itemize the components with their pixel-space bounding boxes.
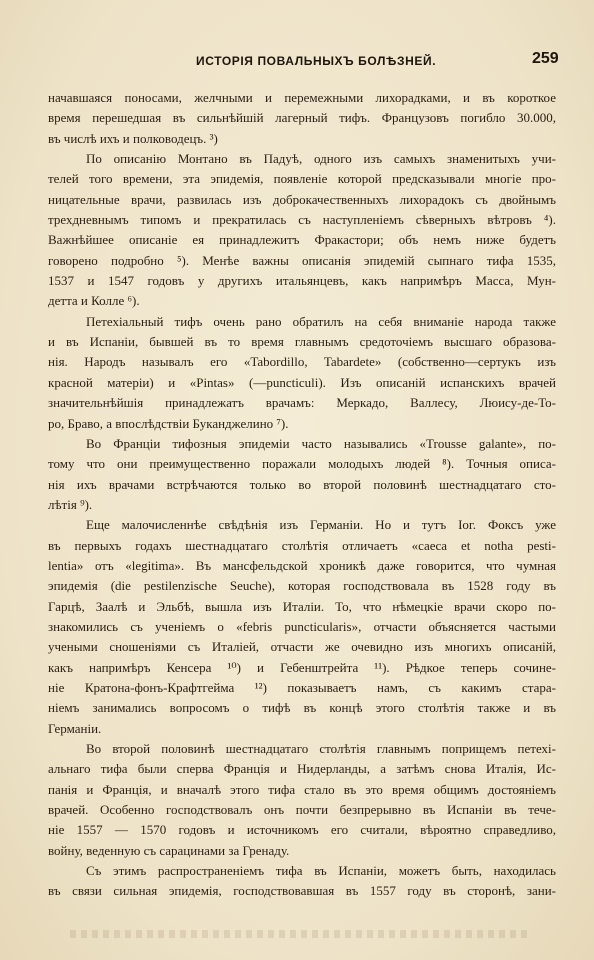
text-line: трехдневнымъ типомъ и прекратилась съ наступленіемъ сѣверныхъ вѣтровъ ⁴).	[48, 212, 556, 228]
text-line: Германіи.	[48, 720, 102, 736]
text-line: въ первыхъ годахъ шестнадцатаго столѣтія отличаетъ «caeca et notha pesti-	[48, 537, 556, 553]
text-line: и въ Испаніи, бывшей въ то время главнымъ средоточіемъ высшаго образова-	[48, 334, 556, 350]
text-line: lentia» отъ «legitima». Въ мансфельдской хроникѣ даже говорится, что чумная	[48, 557, 556, 573]
text-line: говорено подробно ⁵). Менѣе важны описанія эпидемій сыпнаго тифа 1535,	[48, 252, 556, 268]
text-line: детта и Колле ⁶).	[48, 293, 140, 309]
text-line: въ связи сильная эпидемія, господствовавшая въ 1557 году въ сторонѣ, зани-	[48, 883, 556, 899]
page-number: 259	[532, 50, 559, 67]
text-line: По описанію Монтано въ Падуѣ, одного изъ самыхъ знаменитыхъ учи-	[86, 151, 556, 167]
text-line: въ числѣ ихъ и полководецъ. ³)	[48, 130, 218, 146]
page-header	[0, 50, 594, 72]
text-line: Съ этимъ распространеніемъ тифа въ Испаніи, можетъ быть, находилась	[86, 863, 556, 879]
text-line: ніе Кратона-фонъ-Крафтгейма ¹²) показываетъ намъ, съ какимъ стара-	[48, 679, 556, 695]
text-line: Еще малочисленнѣе свѣдѣнія изъ Германіи. Но и тутъ Іог. Фоксъ уже	[86, 517, 556, 533]
text-line: тому что они преимущественно поражали молодыхъ людей ⁸). Точныя описа-	[48, 456, 556, 472]
text-line: ницательные врачи, развилась изъ доброкачественныхъ лихорадокъ съ двойнымъ	[48, 191, 556, 207]
text-line: значительнѣйшія принадлежатъ врачамъ: Меркадо, Валлесу, Люису-де-То-	[48, 395, 556, 411]
text-line: 1537 и 1547 годовъ у другихъ итальянцевъ, какъ напримѣръ Масса, Мун-	[48, 273, 556, 289]
text-line: эпидемія (die pestilenzische Seuche), которая господствовала въ 1528 году въ	[48, 578, 556, 594]
bleed-through-text	[70, 930, 530, 938]
text-line: знакомились съ ученіемъ о «febris puncticularis», отчасти объясняется частыми	[48, 618, 556, 634]
text-line: ро, Браво, а впослѣдствіи Буканджелино ⁷).	[48, 415, 289, 431]
text-line: врачей. Особенно господствовалъ онъ почти безпрерывно въ Испаніи въ тече-	[48, 802, 556, 818]
text-line: Важнѣйшее описаніе ея принадлежитъ Фракастори; объ немъ ниже будетъ	[48, 232, 556, 248]
text-line: лѣтія ⁹).	[48, 496, 93, 512]
text-line: ніе 1557 — 1570 годовъ и источникомъ его считали, вѣроятно справедливо,	[48, 822, 556, 838]
text-line: панія и Франція, и вначалѣ этого тифа стало въ это время общимъ достояніемъ	[48, 781, 556, 797]
text-line: учеными сношеніями съ Италіей, отчасти же очевидно изъ многихъ описаній,	[48, 639, 556, 655]
text-line: время перешедшая въ сильнѣйшій лагерный тифъ. Французовъ погибло 30.000,	[48, 110, 556, 126]
text-line: Гарцѣ, Заалѣ и Эльбѣ, вышла изъ Италіи. То, что нѣмецкіе врачи скоро по-	[48, 598, 556, 614]
text-line: нія ихъ врачами встрѣчаются только во второй половинѣ шестнадцатаго сто-	[48, 476, 556, 492]
text-line: нія. Народъ называлъ его «Tabordillo, Tabardete» (собственно—сертукъ изъ	[48, 354, 556, 370]
running-head: ИСТОРІЯ ПОВАЛЬНЫХЪ БОЛѢЗНЕЙ.	[196, 54, 437, 68]
text-line: какъ напримѣръ Кенсера ¹⁰) и Гебенштрейта ¹¹). Рѣдкое теперь сочине-	[48, 659, 556, 675]
text-line: телей того времени, эта эпидемія, появленіе которой предсказывали многіе про-	[48, 171, 556, 187]
text-line: войну, веденную съ сарацинами за Гренаду.	[48, 842, 290, 858]
text-line: альнаго тифа были сперва Франція и Нидерланды, а затѣмъ снова Италія, Ис-	[48, 761, 556, 777]
text-line: начавшаяся поносами, желчными и перемежными лихорадками, и въ короткое	[48, 90, 556, 105]
body-text	[48, 88, 556, 902]
text-line: ніемъ занимались вопросомъ о тифѣ въ концѣ этого столѣтія также и въ	[48, 700, 556, 716]
text-line: Петехіальный тифъ очень рано обратилъ на себя вниманіе народа также	[86, 313, 556, 329]
text-line: Во второй половинѣ шестнадцатаго столѣтія главнымъ поприщемъ петехі-	[86, 741, 556, 756]
text-line: Во Франціи тифозныя эпидеміи часто назывались «Trousse galante», по-	[86, 435, 556, 451]
text-line: красной матеріи) и «Pintas» (—puncticuli). Изъ описаній испанскихъ врачей	[48, 374, 556, 390]
